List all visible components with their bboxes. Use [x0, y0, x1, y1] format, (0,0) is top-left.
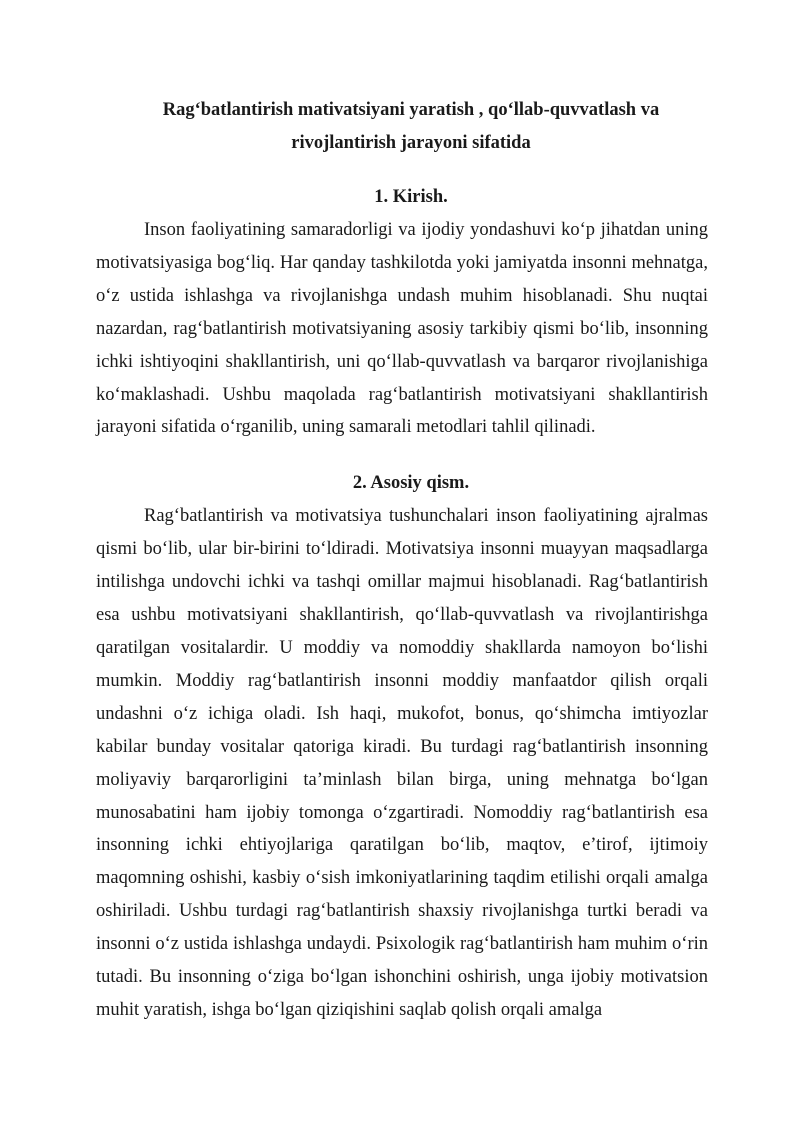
section-heading-main-part: 2. Asosiy qism.: [352, 473, 470, 494]
title-line-1: Rag‘batlantirish mativatsiyani yaratish , qo‘llab-quvvatlash va: [162, 100, 660, 120]
paragraph-introduction: Inson faoliyatining samaradorligi va ijodiy yondashuvi ko‘p jihatdan uning motivatsiyasiga bog‘liq. Har qanday tashkilotda yoki jamiyatda insonni mehnatga, o‘z ustida ishlashga va rivojlanishga undash muhim hisoblanadi. Shu nuqtai nazardan, rag‘batlantirish motivatsiyaning asosiy tarkibiy qismi bo‘lib, insonning ichki ishtiyoqini shakllantirish, uni qo‘llab-quvvatlash va barqaror rivojlanishiga ko‘maklashadi. Ushbu maqolada rag‘batlantirish motivatsiyani shakllantirish jarayoni sifatida o‘rganilib, uning samarali metodlari tahlil qilinadi.: [96, 220, 708, 438]
paragraph-main-part: Rag‘batlantirish va motivatsiya tushunchalari inson faoliyatining ajralmas qismi bo‘lib, ular bir-birini to‘ldiradi. Motivatsiya insonni muayyan maqsadlarga intilishga undovchi ichki va tashqi omillar majmui hisoblanadi. Rag‘batlantirish esa ushbu motivatsiyani shakllantirish, qo‘llab-quvvatlash va rivojlantirishga qaratilgan vositalardir. U moddiy va nomoddiy shakllarda namoyon bo‘lishi mumkin. Moddiy rag‘batlantirish insonni moddiy manfaatdor qilish orqali undashni o‘z ichiga oladi. Ish haqi, mukofot, bonus, qo‘shimcha imtiyozlar kabilar bunday vositalar qatoriga kiradi. Bu turdagi rag‘batlantirish insonning moliyaviy barqarorligini ta’minlash bilan birga, uning mehnatga bo‘lgan munosabatini ham ijobiy tomonga o‘zgartiradi. Nomoddiy rag‘batlantirish esa insonning ichki ehtiyojlariga qaratilgan bo‘lib, maqtov, e’tirof, ijtimoiy maqomning oshishi, kasbiy o‘sish imkoniyatlarining taqdim etilishi orqali amalga oshiriladi. Ushbu turdagi rag‘batlantirish shaxsiy rivojlanishga turtki beradi va insonni o‘z ustida ishlashga undaydi. Psixologik rag‘batlantirish ham muhim o‘rin tutadi. Bu insonning o‘ziga bo‘lgan ishonchini oshirish, unga ijobiy motivatsion muhit yaratish, ishga bo‘lgan qiziqishini saqlab qolish orqali amalga: [96, 506, 708, 1020]
section-heading-introduction: 1. Kirish.: [374, 187, 448, 207]
title-line-2: rivojlantirish jarayoni sifatida: [291, 133, 531, 153]
document-title: [96, 94, 708, 160]
